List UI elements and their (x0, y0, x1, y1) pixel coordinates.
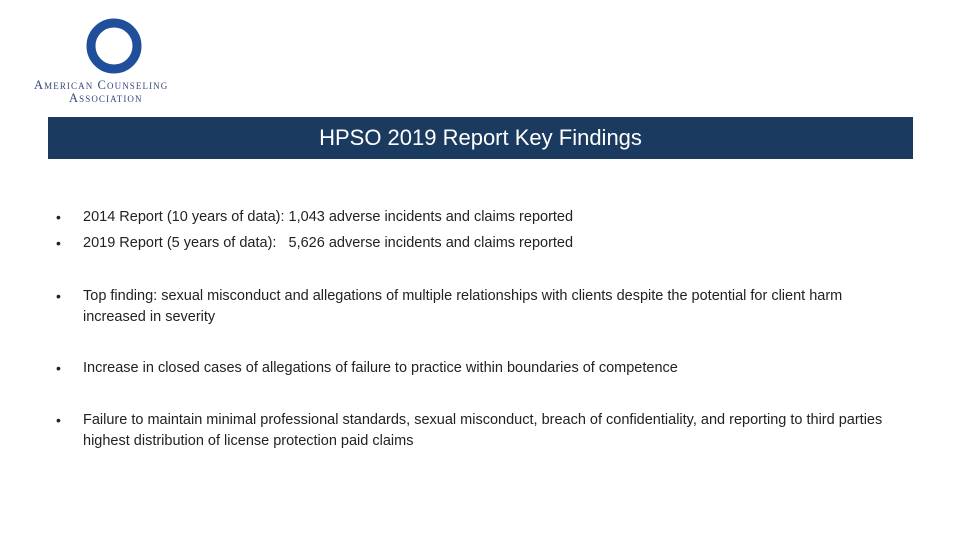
aca-circle-logo-icon (84, 16, 144, 76)
logo-text-line1: American Counseling (34, 78, 169, 92)
aca-logo (30, 14, 195, 104)
page-title: HPSO 2019 Report Key Findings (319, 125, 642, 150)
finding-text: Failure to maintain minimal professional standards, sexual misconduct, breach of confidentiality, and reporting to third parties highest distribution of license protection paid claims (83, 412, 883, 449)
bullet-icon: • (56, 288, 61, 304)
finding-text: Increase in closed cases of allegations of failure to practice within boundaries of competence (83, 360, 678, 376)
finding-text: Top finding: sexual misconduct and allegations of multiple relationships with clients despite the potential for client harm increased in severity (83, 288, 843, 325)
finding-text: 2014 Report (10 years of data): 1,043 adverse incidents and claims reported (83, 209, 574, 225)
finding-text: 2019 Report (5 years of data): 5,626 adverse incidents and claims reported (83, 235, 574, 251)
logo-text-line2: Association (69, 91, 143, 105)
title-bar (48, 117, 913, 159)
bullet-icon: • (56, 360, 61, 376)
bullet-icon: • (56, 209, 61, 225)
bullet-icon: • (56, 235, 61, 251)
bullet-icon: • (56, 412, 61, 428)
